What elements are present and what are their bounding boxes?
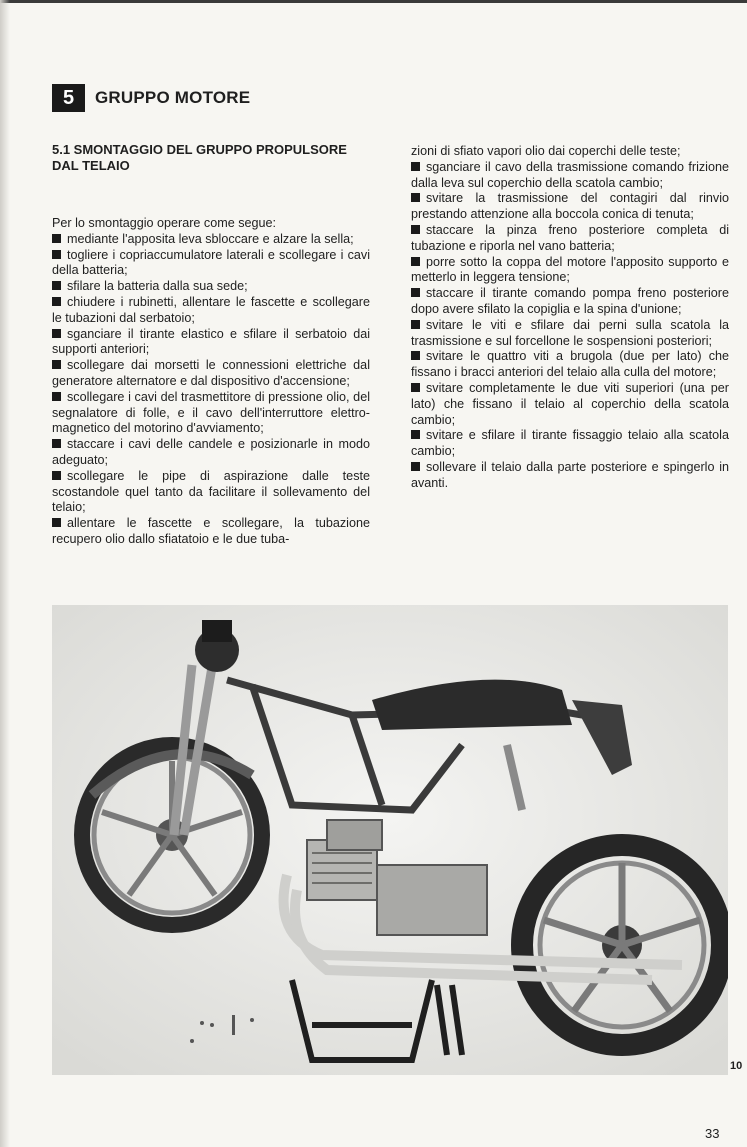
bullet-square-icon xyxy=(411,193,420,202)
bullet-square-icon xyxy=(52,234,61,243)
bullet-square-icon xyxy=(411,351,420,360)
step-item xyxy=(411,286,729,318)
step-text: scollegare i cavi del trasmettitore di pressione olio, del segnalatore di folle, e il cavo dell'interruttore elettro-magnetico del motorino d'avviamento; xyxy=(52,389,370,436)
step-item xyxy=(52,390,370,437)
step-text: svitare le quattro viti a brugola (due per lato) che fissano i bracci anteriori del telaio alla culla del motore; xyxy=(411,349,729,380)
step-item xyxy=(52,327,370,359)
step-item xyxy=(411,349,729,381)
step-text: svitare completamente le due viti superiori (una per lato) che fissano il telaio al coperchio della scatola cambio; xyxy=(411,380,729,427)
step-text: sfilare la batteria dalla sua sede; xyxy=(67,279,248,294)
bullet-square-icon xyxy=(52,439,61,448)
figure-motorcycle-photo xyxy=(52,605,728,1075)
bullet-square-icon xyxy=(52,360,61,369)
step-item xyxy=(52,358,370,390)
chapter-title: GRUPPO MOTORE xyxy=(95,88,251,107)
bullet-square-icon xyxy=(52,281,61,290)
top-rule xyxy=(0,0,747,3)
step-item xyxy=(411,191,729,223)
intro-text: Per lo smontaggio operare come segue: xyxy=(52,216,277,230)
step-item xyxy=(411,255,729,287)
section-title: 5.1 SMONTAGGIO DEL GRUPPO PROPULSORE DAL TELAIO xyxy=(52,142,347,173)
bullet-square-icon xyxy=(411,430,420,439)
step-text: svitare le viti e sfilare dai perni sulla scatola la trasmissione e sul forcellone le sospensioni posteriori; xyxy=(411,317,729,348)
step-text: sganciare il tirante elastico e sfilare il serbatoio dai supporti anteriori; xyxy=(52,326,370,357)
step-text: svitare la trasmissione del contagiri dal rinvio prestando attenzione alla boccola conica di tenuta; xyxy=(411,191,729,222)
step-text: mediante l'apposita leva sbloccare e alzare la sella; xyxy=(67,231,354,246)
step-item xyxy=(52,232,370,248)
step-text: scollegare le pipe di aspirazione dalle teste scostandole quel tanto da facilitare il sollevamento del telaio; xyxy=(52,468,370,515)
bullet-square-icon xyxy=(411,462,420,471)
bullet-square-icon xyxy=(52,250,61,259)
step-item xyxy=(52,437,370,469)
step-item xyxy=(411,460,729,492)
continued-text: zioni di sfiato vapori olio dai coperchi delle teste; xyxy=(411,144,681,158)
step-text: staccare i cavi delle candele e posizionarle in modo adeguato; xyxy=(52,437,370,467)
figure-number: 10 xyxy=(730,1060,743,1072)
bullet-square-icon xyxy=(411,257,420,266)
step-text: staccare la pinza freno posteriore completa di tubazione e riporla nel vano batteria; xyxy=(411,222,729,253)
bullet-square-icon xyxy=(411,225,420,234)
step-text: staccare il tirante comando pompa freno posteriore dopo avere sfilato la copiglia e la spina d'unione; xyxy=(411,286,729,316)
step-item xyxy=(411,160,729,192)
bullet-square-icon xyxy=(52,329,61,338)
step-text: scollegare dai morsetti le connessioni elettriche dal generatore alternatore e dal dispositivo d'accensione; xyxy=(52,358,370,388)
step-text: svitare e sfilare il tirante fissaggio telaio alla scatola cambio; xyxy=(411,428,729,459)
bullet-square-icon xyxy=(411,162,420,171)
left-column xyxy=(52,142,370,548)
right-column xyxy=(411,144,729,492)
bullet-square-icon xyxy=(52,518,61,527)
step-item xyxy=(52,248,370,280)
step-text: sganciare il cavo della trasmissione comando frizione dalla leva sul coperchio della scatola cambio; xyxy=(411,159,729,190)
bullet-square-icon xyxy=(52,297,61,306)
page-gutter-shadow xyxy=(0,0,10,1147)
chapter-number: 5 xyxy=(52,84,85,112)
chapter-heading xyxy=(52,84,250,112)
page-number: 33 xyxy=(705,1126,720,1141)
step-item xyxy=(52,279,370,295)
step-text: chiudere i rubinetti, allentare le fascette e scollegare le tubazioni dal serbatoio; xyxy=(52,294,370,325)
step-item xyxy=(52,516,370,548)
step-item xyxy=(52,295,370,327)
bullet-square-icon xyxy=(52,471,61,480)
bullet-square-icon xyxy=(411,320,420,329)
right-step-list xyxy=(411,160,729,492)
bullet-square-icon xyxy=(411,383,420,392)
bullet-square-icon xyxy=(52,392,61,401)
step-text: allentare le fascette e scollegare, la tubazione recupero olio dallo sfiatatoio e le due tuba- xyxy=(52,516,370,546)
step-item xyxy=(411,223,729,255)
step-text: sollevare il telaio dalla parte posteriore e spingerlo in avanti. xyxy=(411,459,729,490)
step-text: porre sotto la coppa del motore l'apposito supporto e metterlo in leggera tensione; xyxy=(411,254,729,285)
step-item xyxy=(52,469,370,516)
step-item xyxy=(411,381,729,428)
step-text: togliere i copriaccumulatore laterali e scollegare i cavi della batteria; xyxy=(52,247,370,278)
bullet-square-icon xyxy=(411,288,420,297)
step-item xyxy=(411,428,729,460)
left-step-list xyxy=(52,232,370,548)
step-item xyxy=(411,318,729,350)
